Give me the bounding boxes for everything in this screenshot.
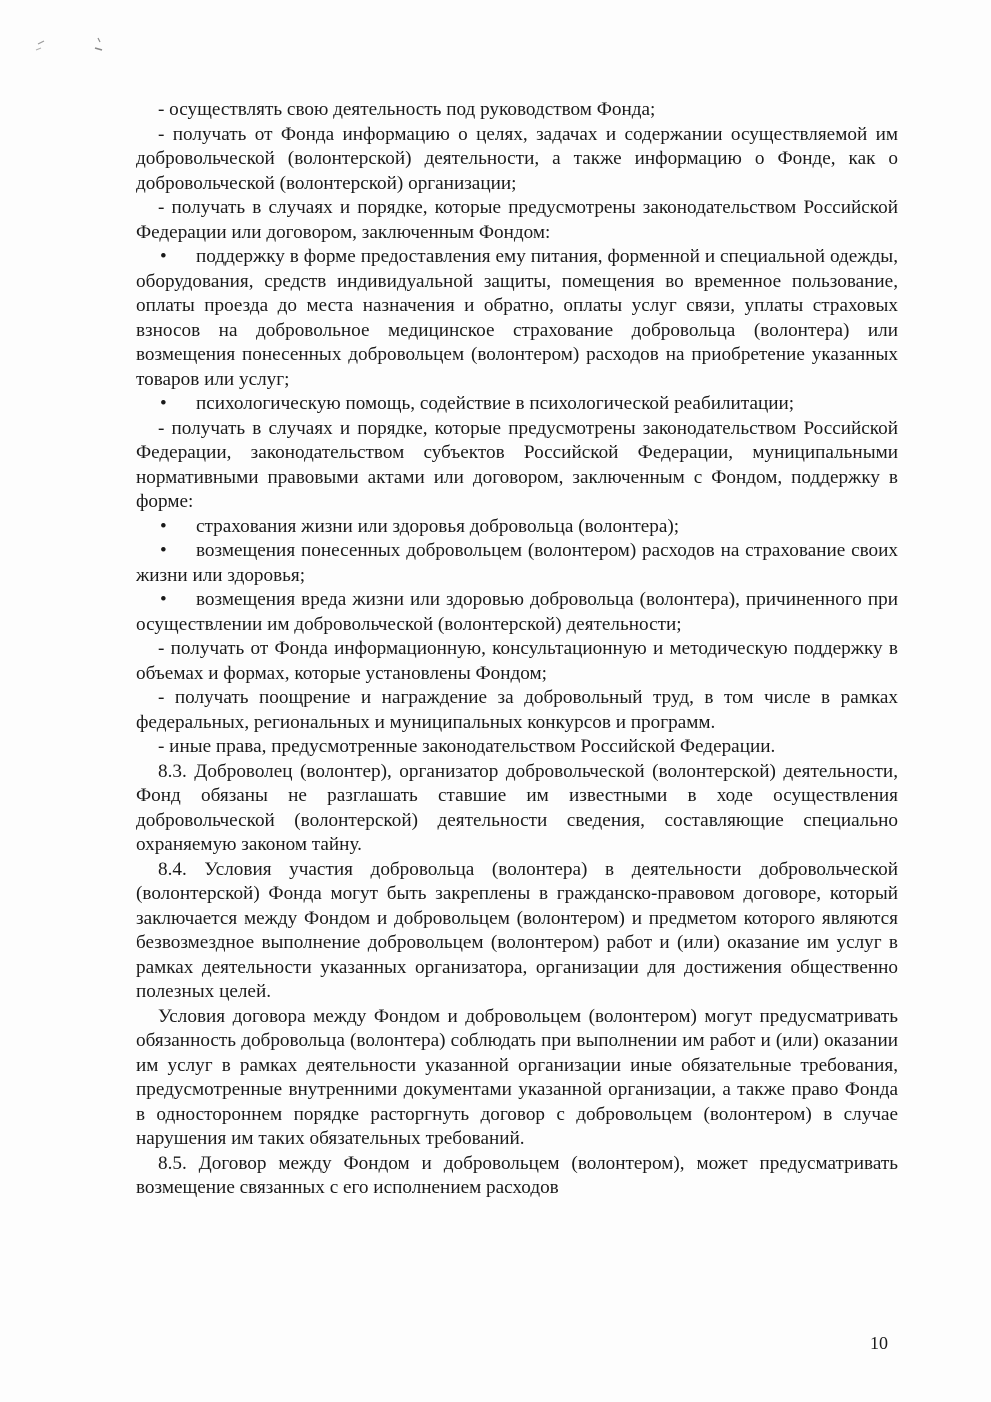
paragraph-dash: - получать от Фонда информацию о целях, задачах и содержании осуществляемой им добровольческой (волонтерской) деятельности, а также информацию о Фонде, как о добровольческой (волонтерской) организации;	[136, 123, 898, 194]
page-number: 10	[870, 1333, 888, 1353]
bullet-text: поддержку в форме предоставления ему питания, форменной и специальной одежды, оборудования, средств индивидуальной защиты, помещения во временное пользование, оплаты проезда до места назначения и обратно, оплаты услуг связи, уплаты страховых взносов на добровольное медицинское страхование добровольца (волонтера) или возмещения понесенных добровольцем (волонтером) расходов на приобретение указанных товаров или услуг;	[136, 246, 898, 390]
document-body	[136, 98, 898, 1201]
clause-contract-conditions: Условия договора между Фондом и добровольцем (волонтером) могут предусматривать обязанность добровольца (волонтера) соблюдать при выполнении им работ и (или) оказании им услуг в рамках деятельности указанной организации иные обязательные требования, предусмотренные внутренними документами указанной организации, а также право Фонда в одностороннем порядке расторгнуть договор с добровольцем (волонтером) в случае нарушения им таких обязательных требований.	[136, 1005, 898, 1149]
clause-8-5: 8.5. Договор между Фондом и добровольцем (волонтером), может предусматривать возмещение связанных с его исполнением расходов	[136, 1152, 898, 1198]
paragraph-dash: - получать поощрение и награждение за добровольный труд, в том числе в рамках федеральных, региональных и муниципальных конкурсов и программ.	[136, 687, 898, 733]
scan-artifact-mark	[32, 30, 112, 60]
bullet-item	[136, 392, 898, 417]
paragraph-dash: - иные права, предусмотренные законодательством Российской Федерации.	[158, 736, 776, 757]
paragraph-dash: - получать от Фонда информационную, консультационную и методическую поддержку в объемах и формах, которые установлены Фондом;	[136, 638, 898, 684]
bullet-icon: •	[160, 540, 167, 561]
bullet-item	[136, 515, 898, 540]
bullet-item	[136, 245, 898, 392]
bullet-item	[136, 539, 898, 588]
paragraph-dash: - получать в случаях и порядке, которые предусмотрены законодательством Российской Федерации, законодательством субъектов Российской Федерации, муниципальными нормативными правовыми актами или договором, заключенным с Фондом, поддержку в форме:	[136, 417, 898, 512]
clause-8-4: 8.4. Условия участия добровольца (волонтера) в деятельности добровольческой (волонтерской) Фонда могут быть закреплены в гражданско-правовом договоре, который заключается между Фондом и добровольцем (волонтером) и предметом которого являются безвозмездное выполнение добровольцем (волонтером) работ и (или) оказание им услуг в рамках деятельности указанных организатора, организации для достижения общественно полезных целей.	[136, 858, 898, 1002]
bullet-icon: •	[160, 515, 167, 537]
bullet-text: возмещения вреда жизни или здоровью добровольца (волонтера), причиненного при осуществлении им добровольческой (волонтерской) деятельности;	[136, 589, 898, 635]
clause-8-3: 8.3. Доброволец (волонтер), организатор добровольческой (волонтерской) деятельности, Фонд обязаны не разглашать ставшие им известными в ходе осуществления добровольческой (волонтерской) деятельности сведения, составляющие специально охраняемую законом тайну.	[136, 760, 898, 855]
bullet-icon: •	[160, 246, 167, 267]
bullet-icon: •	[160, 393, 167, 414]
bullet-text: психологическую помощь, содействие в психологической реабилитации;	[196, 393, 795, 414]
bullet-icon: •	[160, 589, 167, 610]
bullet-text: возмещения понесенных добровольцем (волонтером) расходов на страхование своих жизни или здоровья;	[136, 540, 898, 586]
paragraph-dash: - получать в случаях и порядке, которые предусмотрены законодательством Российской Федерации или договором, заключенным Фондом:	[136, 197, 898, 243]
bullet-text: страхования жизни или здоровья добровольца (волонтера);	[196, 515, 680, 537]
bullet-item	[136, 588, 898, 637]
paragraph-dash: - осуществлять свою деятельность под руководством Фонда;	[158, 99, 656, 120]
